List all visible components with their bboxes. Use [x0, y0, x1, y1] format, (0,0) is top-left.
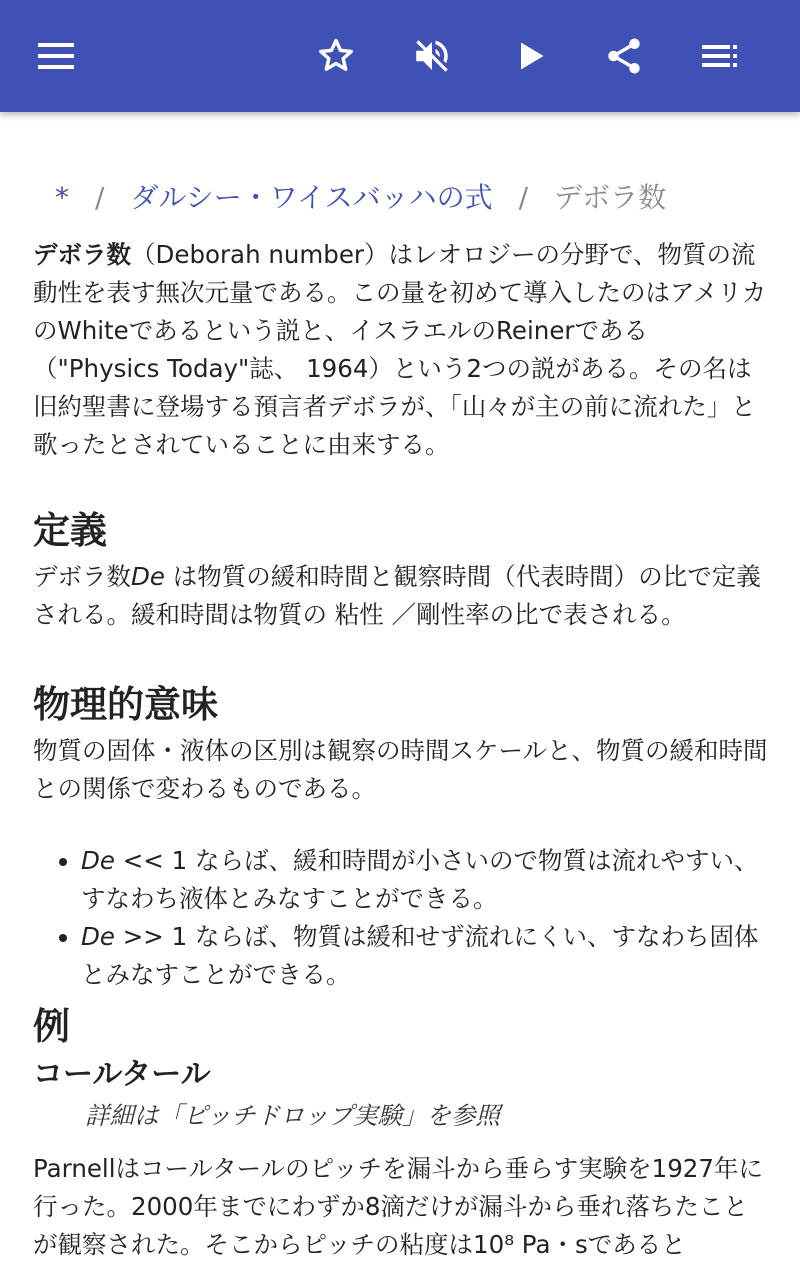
breadcrumb	[33, 178, 768, 218]
list-item-text: >> 1 ならば、物質は緩和せず流れにくい、すなわち固体とみなすことができる。	[81, 922, 759, 989]
intro-paragraph	[33, 236, 768, 464]
definition-text: は物質の緩和時間と観察時間（代表時間）の比で定義される。緩和時間は物質の 粘性 ／剛性率の比で表される。	[33, 562, 761, 629]
breadcrumb-parent-link[interactable]: ダルシー・ワイスバッハの式	[130, 181, 493, 214]
star-outline-icon	[315, 35, 357, 77]
play-button[interactable]	[502, 28, 558, 84]
condition-list	[33, 842, 768, 994]
section-heading-physical-meaning: 物理的意味	[33, 683, 218, 726]
physical-meaning-paragraph: 物質の固体・液体の区別は観察の時間スケールと、物質の緩和時間との関係で変わるものである。	[33, 736, 768, 803]
contents-button[interactable]	[692, 28, 748, 84]
deborah-symbol: De	[81, 846, 115, 875]
volume-off-icon	[411, 35, 453, 77]
list-item	[81, 918, 768, 994]
bookmark-button[interactable]	[308, 28, 364, 84]
breadcrumb-separator: /	[518, 181, 529, 214]
article	[33, 150, 768, 1264]
list-item	[81, 842, 768, 918]
breadcrumb-current: デボラ数	[554, 181, 667, 214]
subsection-heading-coal-tar: コールタール	[33, 1057, 211, 1092]
definition-pre: デボラ数	[33, 562, 131, 591]
share-button[interactable]	[596, 28, 652, 84]
section-heading-definition: 定義	[33, 509, 107, 552]
definition-paragraph	[33, 558, 768, 634]
intro-term: デボラ数	[33, 240, 131, 269]
breadcrumb-home-link[interactable]: *	[55, 181, 69, 214]
deborah-symbol: De	[81, 922, 115, 951]
see-also-note[interactable]: 詳細は「ピッチドロップ実験」を参照	[85, 1101, 501, 1130]
app-bar	[0, 0, 800, 112]
deborah-symbol: De	[131, 562, 165, 591]
section-heading-examples: 例	[33, 1005, 70, 1048]
mute-button[interactable]	[404, 28, 460, 84]
coal-tar-paragraph: Parnellはコールタールのピッチを漏斗から垂らす実験を1927年に行った。2000年までにわずか8滴だけが漏斗から垂れ落ちたことが観察された。そこからピッチの粘度は10⁸ Pa・sであると	[33, 1154, 763, 1259]
hamburger-menu-icon	[36, 36, 76, 76]
breadcrumb-separator: /	[95, 181, 105, 214]
intro-text: （Deborah number）はレオロジーの分野で、物質の流動性を表す無次元量である。この量を初めて導入したのはアメリカのWhiteであるという説と、イスラエルのReinerである（"Physics Today"誌、 1964）という2つの説がある。その名は旧約聖書に登場する預言者デボラが、「山々が主の前に流れた」と歌ったとされていることに由来する。	[33, 240, 767, 459]
menu-button[interactable]	[28, 28, 84, 84]
playlist-icon	[700, 36, 740, 76]
list-item-text: << 1 ならば、緩和時間が小さいので物質は流れやすい、すなわち液体とみなすことができる。	[81, 846, 759, 913]
share-icon	[603, 35, 645, 77]
play-icon	[512, 38, 548, 74]
